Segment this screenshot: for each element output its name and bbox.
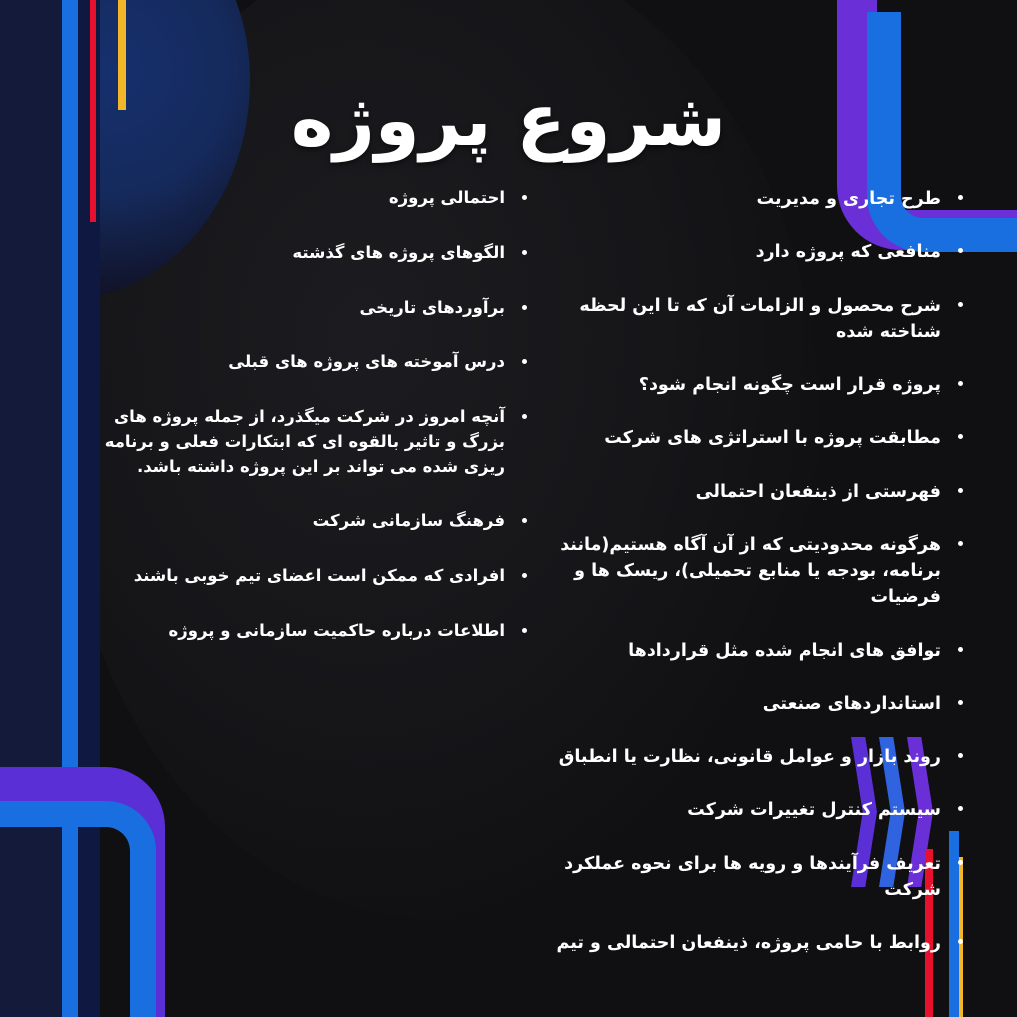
- list-item: [537, 479, 967, 505]
- list-item-label: سیستم کنترل تغییرات شرکت: [687, 800, 941, 821]
- list-item-label: احتمالی پروژه: [388, 188, 505, 207]
- bullet-dot-icon: [958, 434, 963, 439]
- list-item-label: فرهنگ سازمانی شرکت: [312, 511, 505, 531]
- list-item-label: استانداردهای صنعتی: [762, 693, 941, 714]
- bullet-dot-icon: [958, 806, 963, 811]
- list-item: [67, 241, 531, 266]
- bullet-dot-icon: [958, 381, 963, 386]
- list-item-label: طرح تجاری و مدیریت: [756, 189, 941, 209]
- list-item: [537, 293, 967, 346]
- list-item-label: پروژه قرار است چگونه انجام شود؟: [638, 375, 941, 395]
- bullet-dot-icon: [958, 753, 963, 758]
- list-item-label: تعریف فرآیندها و رویه ها برای نحوه عملکرد شرکت: [564, 853, 941, 900]
- bullet-dot-icon: [522, 518, 527, 523]
- list-item: [67, 350, 531, 375]
- bullet-dot-icon: [522, 359, 527, 364]
- list-item-label: مطابقت پروژه با استراتژی های شرکت: [604, 428, 941, 449]
- list-item: [67, 186, 531, 211]
- list-item: [537, 744, 967, 770]
- list-item: [537, 425, 967, 451]
- list-item: [67, 296, 531, 321]
- list-item: [537, 797, 967, 823]
- bullet-dot-icon: [958, 700, 963, 705]
- list-item: [67, 619, 531, 644]
- list-item: [537, 691, 967, 717]
- bullet-dot-icon: [958, 939, 963, 944]
- right-bullet-list: [537, 186, 967, 956]
- list-item: [537, 638, 967, 664]
- list-item-label: افرادی که ممکن است اعضای تیم خوبی باشند: [133, 566, 505, 585]
- content-columns: [0, 186, 1017, 1017]
- bullet-dot-icon: [958, 195, 963, 200]
- list-item: [537, 532, 967, 611]
- list-item: [537, 186, 967, 212]
- list-item: [537, 239, 967, 265]
- list-item: [67, 405, 531, 479]
- slide-title: شروع پروژه: [290, 78, 727, 162]
- list-item: [537, 930, 967, 956]
- list-item-label: الگوهای پروژه های گذشته: [292, 242, 505, 262]
- right-bullet-column: [537, 186, 1007, 1017]
- list-item-label: روابط با حامی پروژه، ذینفعان احتمالی و تیم: [556, 933, 941, 953]
- bullet-dot-icon: [522, 573, 527, 578]
- list-item-label: درس آموخته های پروژه های قبلی: [228, 352, 505, 372]
- bullet-dot-icon: [958, 647, 963, 652]
- list-item-label: برآوردهای تاریخی: [359, 297, 505, 317]
- left-bullet-column: [67, 186, 537, 1017]
- list-item-label: شرح محصول و الزامات آن که تا این لحظه شناخته شده: [579, 295, 941, 342]
- list-item-label: فهرستی از ذینفعان احتمالی: [695, 481, 941, 502]
- bullet-dot-icon: [958, 541, 963, 546]
- list-item-label: هرگونه محدودیتی که از آن آگاه هستیم(مانند برنامه، بودجه یا منابع تحمیلی)، ریسک ها و فرضیات: [560, 534, 941, 608]
- left-bullet-list: [67, 186, 531, 644]
- bullet-dot-icon: [522, 195, 527, 200]
- list-item: [67, 509, 531, 534]
- list-item-label: روند بازار و عوامل قانونی، نظارت یا انطباق: [558, 747, 941, 767]
- bullet-dot-icon: [522, 250, 527, 255]
- bullet-dot-icon: [958, 248, 963, 253]
- list-item-label: توافق های انجام شده مثل قراردادها: [628, 640, 941, 661]
- list-item-label: منافعی که پروژه دارد: [755, 242, 941, 263]
- bullet-dot-icon: [958, 302, 963, 307]
- bullet-dot-icon: [522, 305, 527, 310]
- list-item: [67, 564, 531, 589]
- list-item-label: اطلاعات درباره حاکمیت سازمانی و پروژه: [168, 620, 505, 640]
- bullet-dot-icon: [522, 628, 527, 633]
- list-item: [537, 851, 967, 904]
- bullet-dot-icon: [522, 414, 527, 419]
- bullet-dot-icon: [958, 488, 963, 493]
- list-item: [537, 372, 967, 398]
- bullet-dot-icon: [958, 860, 963, 865]
- list-item-label: آنچه امروز در شرکت میگذرد، از جمله پروژه های بزرگ و تاثیر بالقوه ای که ابتکارات فعلی و برنامه ریزی شده می تواند بر این پروژه داشته باشد.: [104, 407, 505, 476]
